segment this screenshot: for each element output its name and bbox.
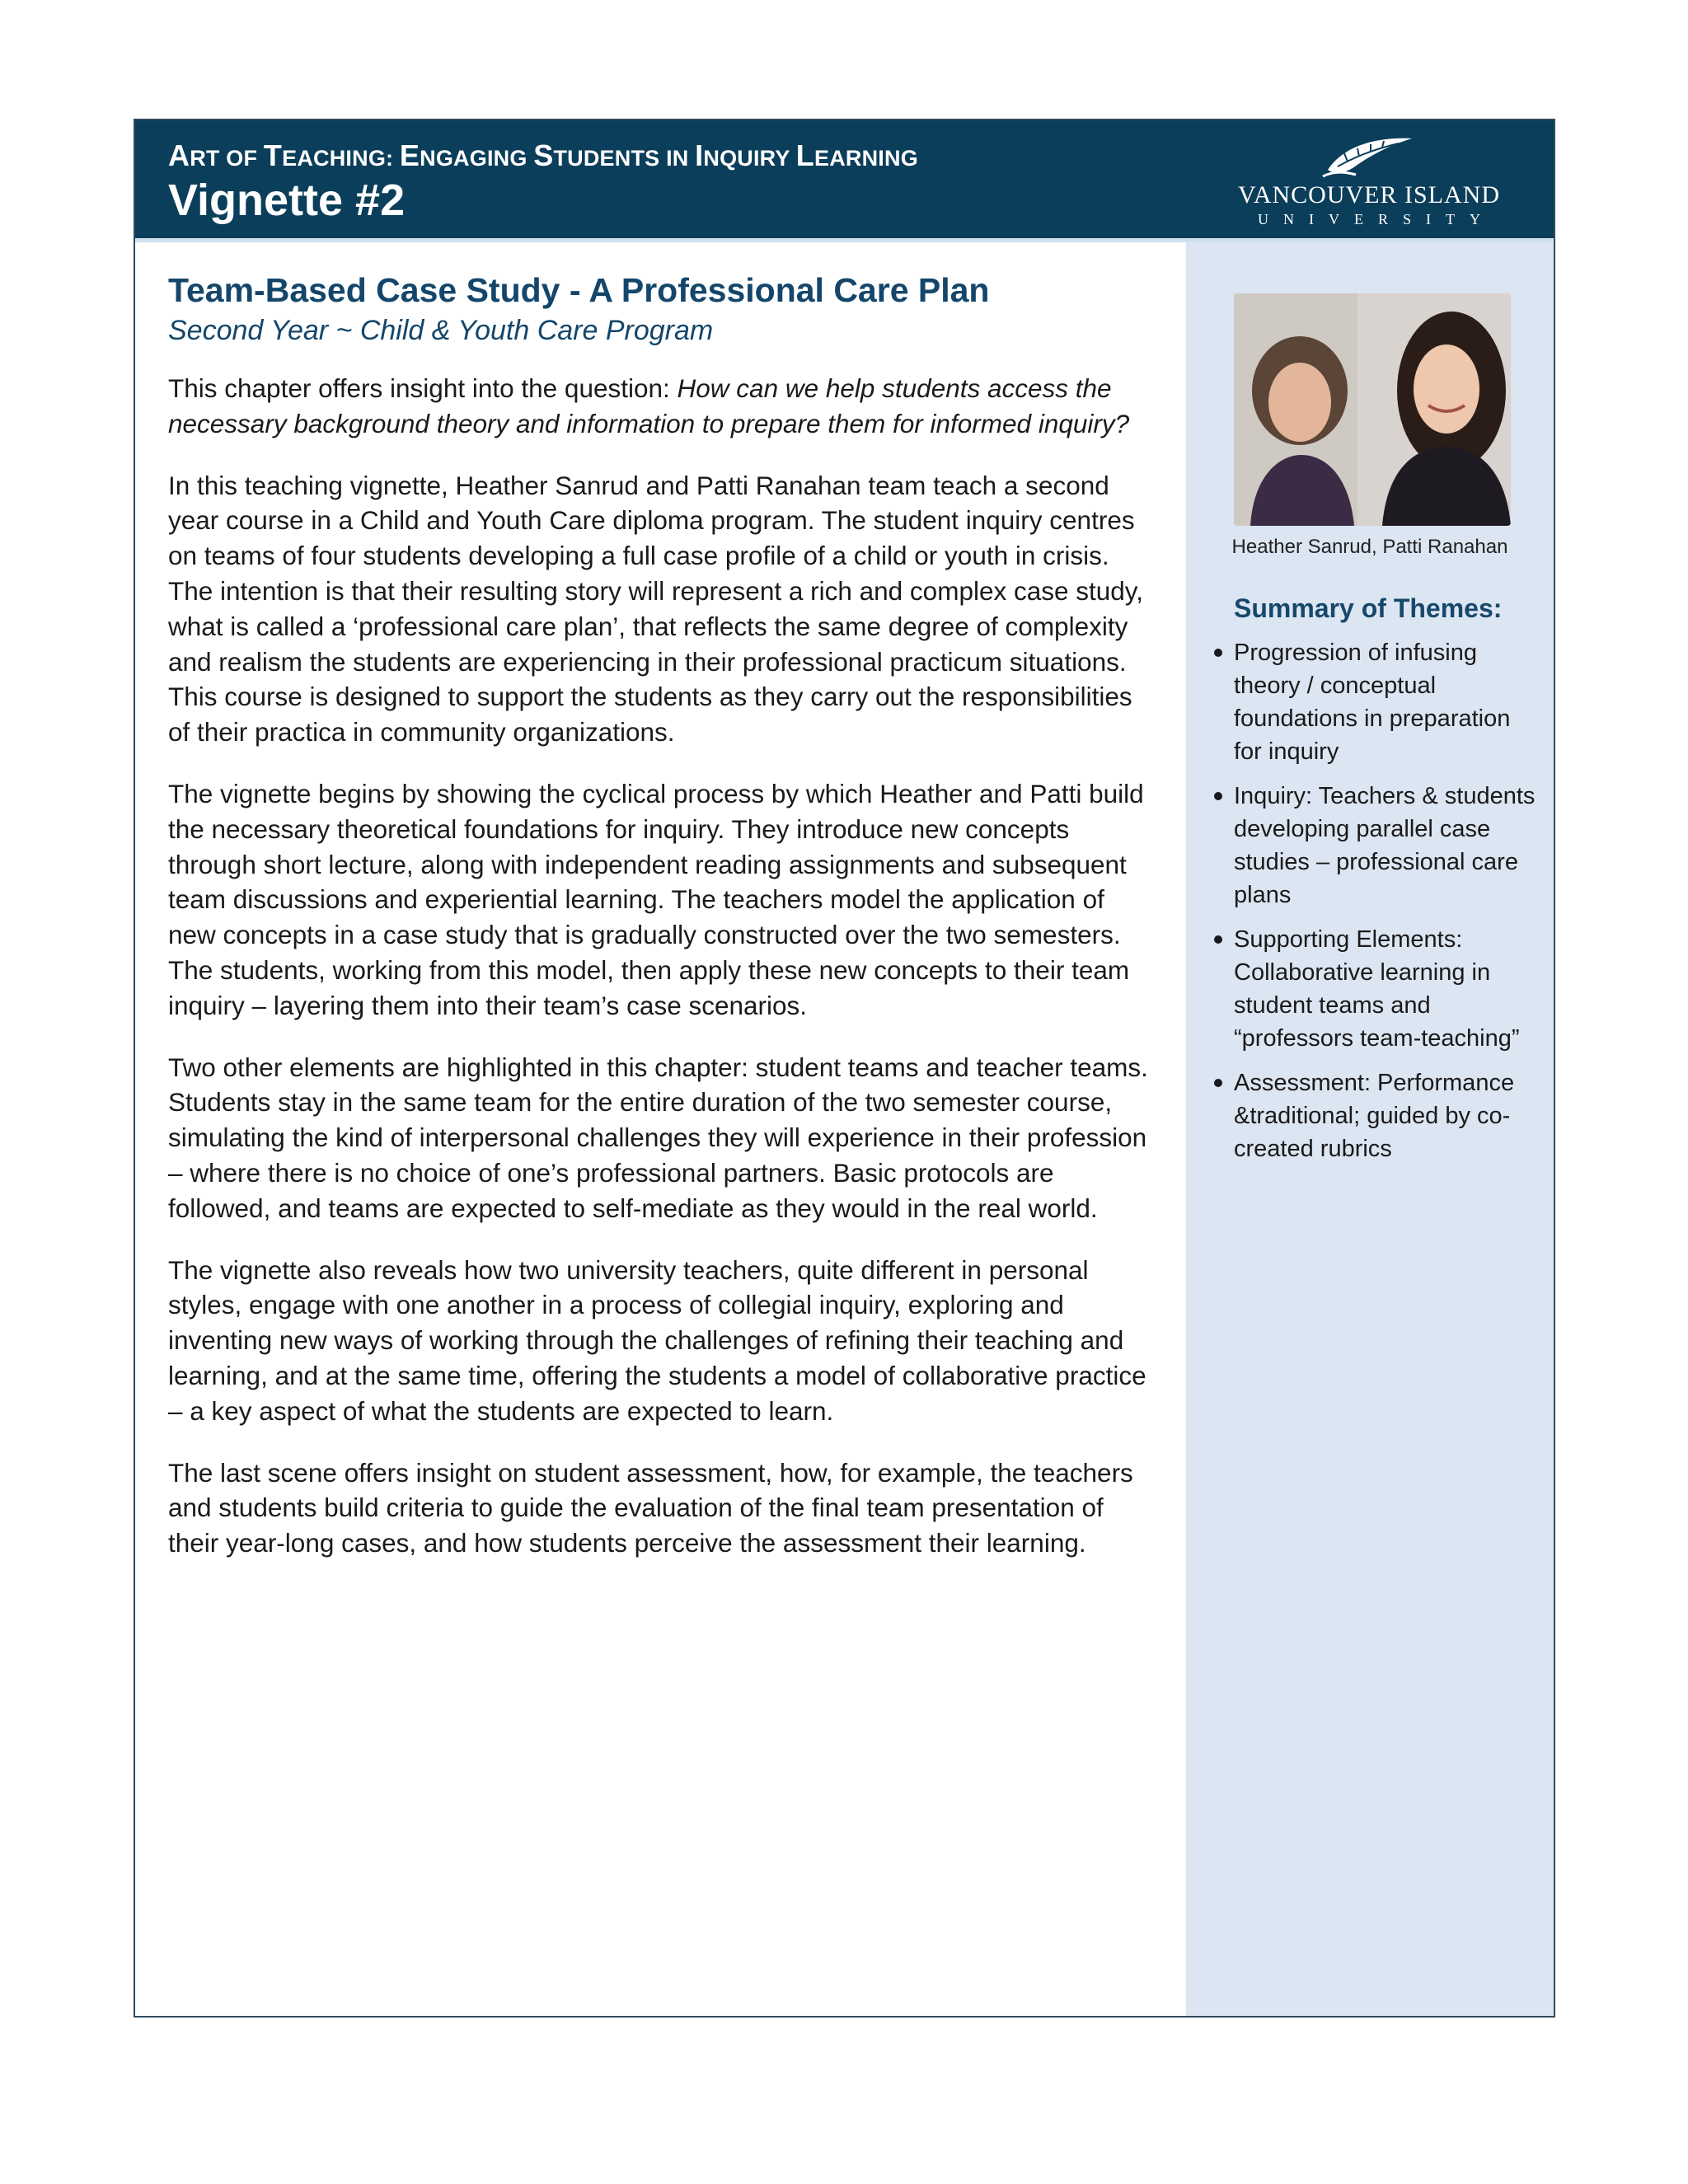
case-study-title: Team-Based Case Study - A Professional Care Plan <box>168 271 990 309</box>
body-paragraph: The last scene offers insight on student assessment, how, for example, the teachers and students build criteria to guide the evaluation of the final team presentation of their year-long cases, and how students perceive the assessment their learning. <box>168 1457 1133 1558</box>
body-paragraph: In this teaching vignette, Heather Sanrud and Patti Ranahan team teach a second year course in a Child and Youth Care diploma program. The student inquiry centres on teams of four students developing a full case profile of a child or youth in crisis. The intention is that their resulting story will represent a rich and complex case study, what is called a ‘professional care plan’, that reflects the same degree of complexity and realism the students are experiencing in their professional practicum situations. This course is designed to support the students as they carry out the responsibilities of their practica in community organizations. <box>168 470 1143 748</box>
university-logo <box>1229 134 1509 231</box>
program-subtitle: Second Year ~ Child & Youth Care Program <box>168 315 714 346</box>
series-title: ART OF TEACHING: ENGAGING STUDENTS IN INQUIRY LEARNING <box>168 138 918 172</box>
teachers-photo <box>1234 293 1511 526</box>
main-content <box>168 269 1157 1587</box>
guiding-question: How can we help students access the necessary background theory and information to prepare them for informed inquiry? <box>168 373 1130 438</box>
header-banner <box>135 120 1554 242</box>
photo-caption: Heather Sanrud, Patti Ranahan <box>1231 536 1508 558</box>
body-paragraph: Two other elements are highlighted in this chapter: student teams and teacher teams. Students stay in the same team for the entire duration of the two semester course, simulating the kind of interpersonal challenges they will experience in their profession – where there is no choice of one’s professional partners. Basic protocols are followed, and teams are expected to self-mediate as they would in the real world. <box>168 1052 1148 1223</box>
vignette-title: Vignette #2 <box>168 176 406 225</box>
theme-item: Assessment: Performance &traditional; guided by co-created rubrics <box>1214 1066 1544 1165</box>
sidebar <box>1186 242 1554 2016</box>
body-paragraph: The vignette also reveals how two university teachers, quite different in personal styles, engage with one another in a process of collegial inquiry, exploring and inventing new ways of working through the challenges of refining their teaching and learning, and at the same time, offering the students a model of collaborative practice – a key aspect of what the students are expected to learn. <box>168 1254 1146 1426</box>
themes-heading: Summary of Themes: <box>1234 593 1503 623</box>
intro-paragraph: This chapter offers insight into the question: How can we help students access the necessary background theory and information to prepare them for informed inquiry? <box>168 373 1130 438</box>
theme-item: Inquiry: Teachers & students developing parallel case studies – professional care plans <box>1214 780 1544 912</box>
theme-item: Supporting Elements: Collaborative learning in student teams and “professors team-teaching” <box>1214 923 1544 1055</box>
page-frame <box>134 119 1555 2018</box>
teachers-photo-image <box>1234 293 1511 526</box>
leaf-logo-icon <box>1320 134 1418 178</box>
themes-list <box>1214 636 1544 1177</box>
theme-item: Progression of infusing theory / conceptual foundations in preparation for inquiry <box>1214 636 1544 768</box>
logo-wordmark-sub: UNIVERSITY <box>1258 211 1495 227</box>
logo-wordmark: VANCOUVER ISLAND <box>1238 181 1500 209</box>
body-paragraph: The vignette begins by showing the cyclical process by which Heather and Patti build the necessary theoretical foundations for inquiry. They introduce new concepts through short lecture, along with independent reading assignments and subsequent team discussions and experiential learning. The teachers model the application of new concepts in a case study that is gradually constructed over the two semesters. The students, working from this model, then apply these new concepts to their team inquiry – layering them into their team’s case scenarios. <box>168 778 1144 1020</box>
